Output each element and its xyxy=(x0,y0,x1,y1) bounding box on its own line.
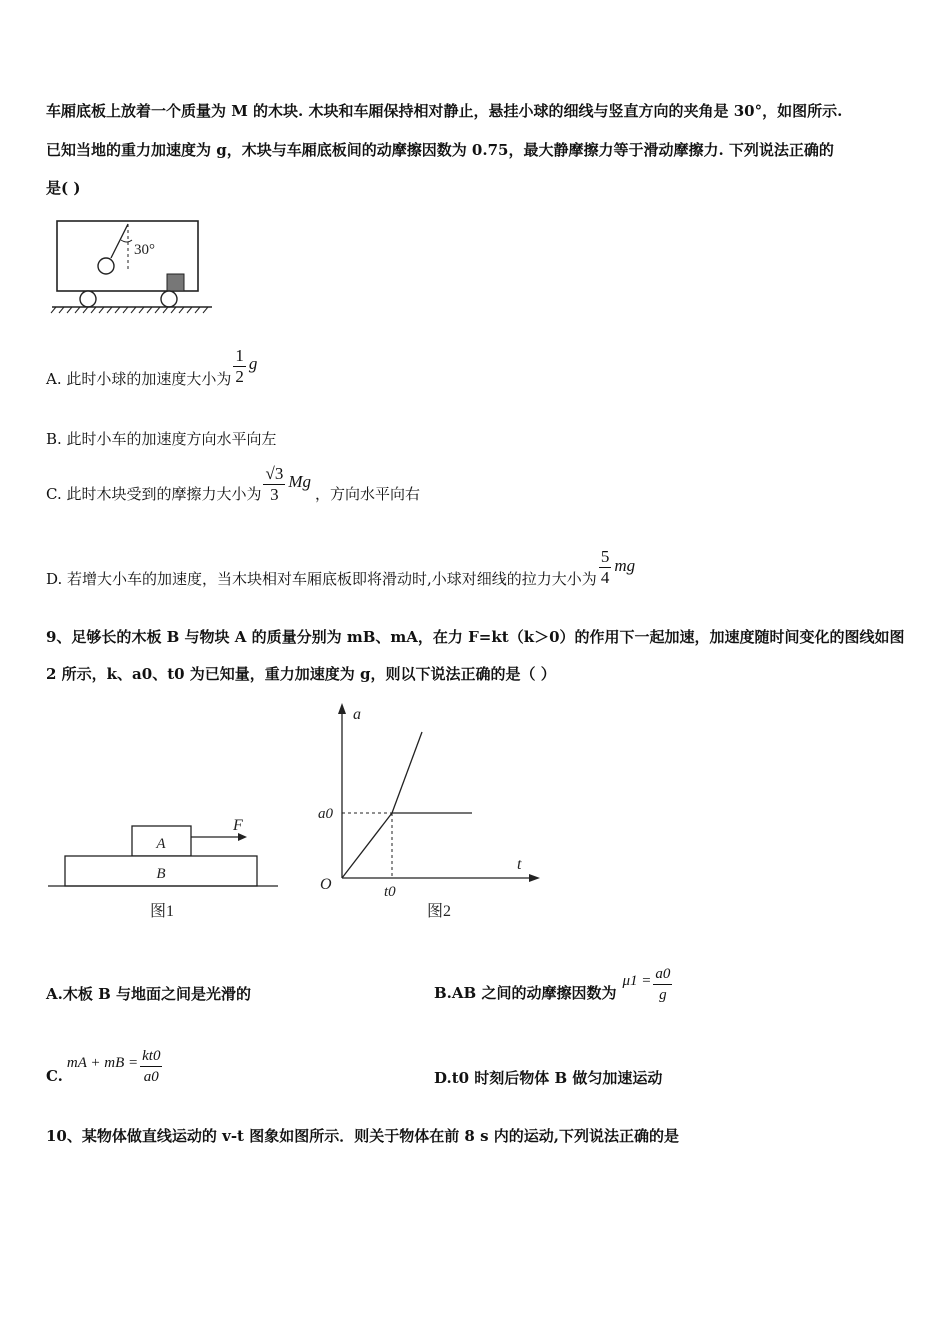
figure-1-caption: 图1 xyxy=(149,903,175,920)
q8-option-a-fraction: $\frac{1}{2}$ xyxy=(235,345,244,386)
a-axis-label: a xyxy=(353,706,361,723)
q9-line-2: 2 所示，k、a0、t0 为已知量，重力加速度为 g，则以下说法正确的是（ ） xyxy=(46,665,556,683)
q8-option-d-fraction: $\frac{5}{4}$ xyxy=(600,546,610,587)
q8-option-b[interactable]: B. 此时小车的加速度方向水平向左 xyxy=(46,430,277,448)
q8-line-3: 是( ) xyxy=(46,179,81,197)
q8-option-c-text: C. 此时木块受到的摩擦力大小为 xyxy=(46,484,262,503)
a-t-graph xyxy=(312,698,552,926)
graph-segment-common xyxy=(342,813,392,878)
block-a-label: A xyxy=(156,836,166,852)
q8-option-d[interactable]: D. 若增大小车的加速度，当木块相对车厢底板即将滑动时,小球对细线的拉力大小为 $\frac{5}{4}$ mg xyxy=(46,546,636,588)
q8-line-2: 已知当地的重力加速度为 g，木块与车厢底板间的动摩擦因数为 0.75，最大静摩擦力等于滑动摩擦力. 下列说法正确的 xyxy=(46,141,834,159)
block-board-figure xyxy=(44,810,284,925)
q8-option-a-text: A. 此时小球的加速度大小为 xyxy=(46,369,232,388)
t0-tick-label: t0 xyxy=(384,884,396,900)
force-f-label: F xyxy=(233,817,243,834)
q8-option-c[interactable]: C. 此时木块受到的摩擦力大小为 $\frac{√3}{3}$ Mg ，方向水平向右 xyxy=(46,463,421,504)
q9-line-1: 9、足够长的木板 B 与物块 A 的质量分别为 mB、mA，在力 F=kt（k＞0）的作用下一起加速，加速度随时间变化的图线如图 xyxy=(46,628,905,646)
board-b-label: B xyxy=(156,866,166,882)
q8-line-1: 车厢底板上放着一个质量为 M 的木块. 木块和车厢保持相对静止，悬挂小球的细线与竖直方向的夹角是 30°，如图所示. xyxy=(46,102,843,120)
q9-option-b-fraction: $\frac{a0}{g}$ xyxy=(655,965,671,1003)
a0-tick-label: a0 xyxy=(318,806,333,822)
q9-option-c-text: C. xyxy=(46,1067,63,1085)
q9-option-b-text: B.AB 之间的动摩擦因数为 xyxy=(434,983,617,1002)
q9-option-d[interactable]: D.t0 时刻后物体 B 做匀加速运动 xyxy=(434,1069,663,1087)
q8-option-c-fraction: $\frac{√3}{3}$ xyxy=(265,463,284,504)
q9-option-c-fraction: $\frac{kt0}{a0}$ xyxy=(142,1047,161,1085)
origin-label: O xyxy=(320,876,332,893)
q9-option-b[interactable]: B.AB 之间的动摩擦因数为 μ1 = $\frac{a0}{g}$ xyxy=(434,965,671,1003)
figure-2-caption: 图2 xyxy=(426,903,452,920)
cart-figure xyxy=(48,216,218,318)
graph-segment-steep xyxy=(392,732,422,813)
q9-option-c[interactable]: C. mA + mB = $\frac{kt0}{a0}$ xyxy=(46,1047,161,1085)
angle-label: 30° xyxy=(134,242,155,258)
q9-option-a[interactable]: A.木板 B 与地面之间是光滑的 xyxy=(46,985,251,1003)
q8-option-a[interactable]: A. 此时小球的加速度大小为 $\frac{1}{2}$ g xyxy=(46,345,258,388)
t-axis-label: t xyxy=(517,856,522,873)
q10-line-1: 10、某物体做直线运动的 v-t 图象如图所示．则关于物体在前 8 s 内的运动,下列说法正确的是 xyxy=(46,1127,679,1145)
q8-option-d-text: D. 若增大小车的加速度，当木块相对车厢底板即将滑动时,小球对细线的拉力大小为 xyxy=(46,569,597,588)
